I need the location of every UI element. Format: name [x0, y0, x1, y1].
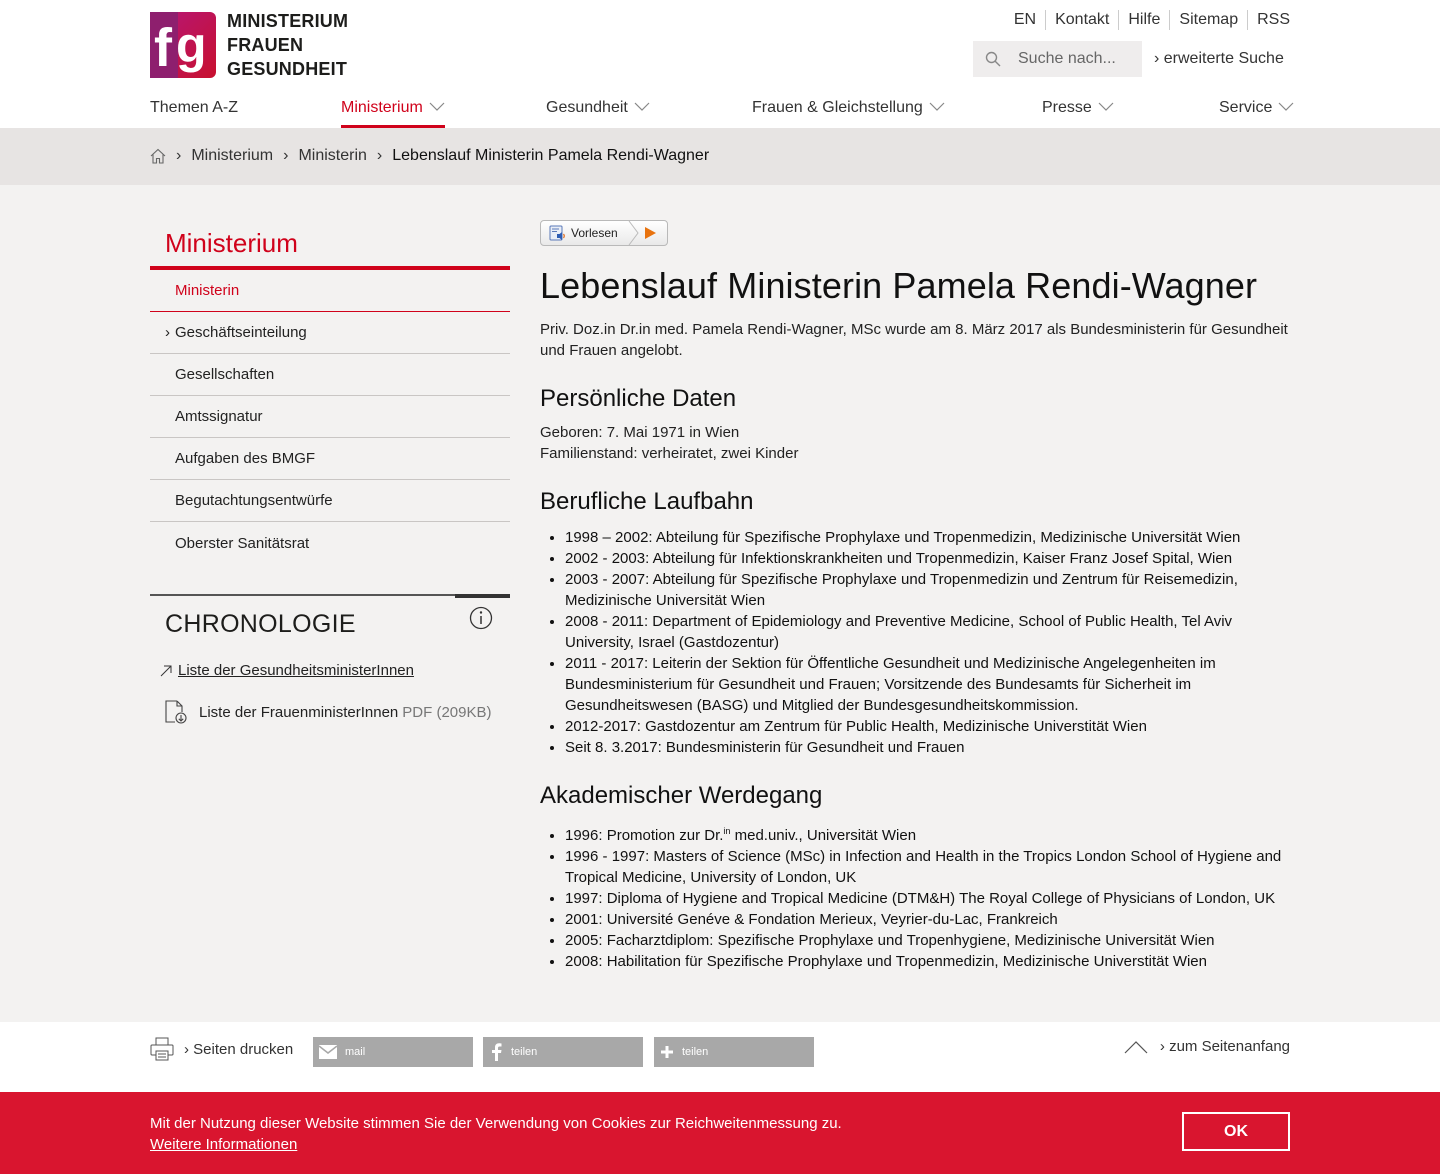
info-icon[interactable]	[469, 606, 493, 630]
logo-text	[227, 9, 348, 81]
site-header	[0, 0, 1440, 128]
list-item: • 2008 - 2011: Department of Epidemiology and Preventive Medicine, School of Public Health, Tel Aviv University, Israel (Gastdozentur)	[565, 611, 1292, 653]
chevron-down-icon	[929, 102, 945, 112]
sitemap-link[interactable]: Sitemap	[1169, 10, 1247, 30]
breadcrumb-current: Lebenslauf Ministerin Pamela Rendi-Wagner	[392, 147, 710, 164]
sidebar-item-label: Amtssignatur	[175, 408, 263, 425]
list-item: • 2001: Université Genéve & Fondation Merieux, Veyrier-du-Lac, Frankreich	[565, 909, 1292, 930]
search-input[interactable]	[1018, 50, 1128, 68]
list-item: • 2008: Habilitation für Spezifische Prophylaxe und Tropenmedizin, Medizinische Universtität Wien	[565, 951, 1292, 972]
chevron-down-icon	[429, 102, 445, 112]
main-content	[540, 220, 1292, 972]
list-item: • 1997: Diploma of Hygiene and Tropical Medicine (DTM&H) The Royal College of Physicians of London, UK	[565, 888, 1292, 909]
link-label: Liste der GesundheitsministerInnen	[178, 662, 414, 679]
nav-label: Service	[1219, 99, 1273, 116]
main-navigation	[150, 88, 1290, 128]
footer-toolbar	[0, 1022, 1440, 1092]
academic-list	[540, 821, 1292, 972]
logo-line-2: FRAUEN	[227, 35, 304, 55]
sidebar-item-label: Geschäftseinteilung	[175, 324, 307, 341]
site-logo[interactable]	[150, 11, 360, 79]
top-links	[1005, 10, 1290, 30]
back-to-top-link[interactable]	[1124, 1038, 1290, 1055]
divider	[455, 594, 510, 598]
sidebar-menu	[150, 270, 510, 564]
list-item: • 2002 - 2003: Abteilung für Infektionskrankheiten und Tropenmedizin, Kaiser Franz Josef Spital, Wien	[565, 548, 1292, 569]
share-facebook-button[interactable]	[483, 1037, 643, 1067]
mail-icon	[319, 1045, 337, 1059]
sidebar-title: Ministerium	[150, 226, 510, 270]
list-item: • 1998 – 2002: Abteilung für Spezifische Prophylaxe und Tropenmedizin, Medizinische Universität Wien	[565, 527, 1292, 548]
nav-label: Ministerium	[341, 99, 423, 116]
sidebar-item-geschaeftseinteilung[interactable]	[150, 312, 510, 354]
vorlesen-label: Vorlesen	[571, 226, 618, 240]
list-item: • 1996 - 1997: Masters of Science (MSc) in Infection and Health in the Tropics London School of Hygiene and Tropical Medicine, University of London, UK	[565, 846, 1292, 888]
list-item	[565, 821, 1292, 846]
sidebar-item-aufgaben[interactable]	[150, 438, 510, 480]
search-bar	[973, 41, 1290, 77]
breadcrumb-separator: ›	[283, 147, 289, 164]
list-item: • 2003 - 2007: Abteilung für Spezifische Prophylaxe und Tropenmedizin und Zentrum für Reisemedizin, Medizinische Universität Wien	[565, 569, 1292, 611]
vorlesen-button[interactable]	[540, 220, 668, 246]
logo-line-1: MINISTERIUM	[227, 11, 349, 31]
nav-label: Gesundheit	[546, 99, 628, 116]
sidebar	[150, 226, 510, 564]
gesundheitsminister-list-link[interactable]	[160, 662, 414, 679]
language-link[interactable]: EN	[1013, 11, 1037, 28]
share-more-button[interactable]	[654, 1037, 814, 1067]
chevron-right-icon: ›	[165, 324, 170, 341]
sidebar-item-label: Oberster Sanitätsrat	[175, 534, 310, 552]
sidebar-item-gesellschaften[interactable]	[150, 354, 510, 396]
nav-frauen-gleichstellung[interactable]	[752, 88, 945, 128]
nav-gesundheit[interactable]	[546, 88, 650, 128]
rss-link[interactable]: RSS	[1247, 10, 1290, 30]
plus-icon	[660, 1045, 674, 1059]
sidebar-item-label: Gesellschaften	[175, 366, 275, 383]
section-heading-academic: Akademischer Werdegang	[540, 782, 823, 809]
search-box	[973, 41, 1142, 77]
svg-text:f: f	[154, 18, 172, 78]
nav-ministerium[interactable]	[341, 88, 445, 128]
breadcrumb-link-ministerin[interactable]: Ministerin	[298, 147, 367, 164]
section-heading-personal: Persönliche Daten	[540, 385, 737, 412]
fg-logo-icon	[150, 12, 218, 78]
chronologie-title: CHRONOLOGIE	[165, 610, 356, 638]
sidebar-item-begutachtungsentwuerfe[interactable]	[150, 480, 510, 522]
share-label: teilen	[682, 1046, 709, 1058]
sidebar-item-ministerin[interactable]	[150, 270, 510, 312]
personal-line: Geboren: 7. Mai 1971 in Wien	[540, 424, 740, 441]
nav-service[interactable]	[1219, 88, 1294, 128]
nav-label: Presse	[1042, 99, 1092, 116]
search-icon[interactable]	[985, 51, 1001, 67]
contact-link[interactable]: Kontakt	[1045, 10, 1118, 30]
print-label: › Seiten drucken	[184, 1040, 294, 1058]
sidebar-item-oberster-sanitaetsrat[interactable]	[150, 522, 510, 564]
share-label: teilen	[511, 1046, 538, 1058]
list-item: • Seit 8. 3.2017: Bundesministerin für Gesundheit und Frauen	[565, 737, 1292, 758]
list-item: • 2012-2017: Gastdozentur am Zentrum für Public Health, Medizinische Universtität Wien	[565, 716, 1292, 737]
sidebar-item-label: Begutachtungsentwürfe	[175, 492, 333, 509]
superscript: in	[723, 826, 731, 836]
page-title: Lebenslauf Ministerin Pamela Rendi-Wagner	[540, 265, 1258, 306]
chevron-down-icon	[1098, 102, 1114, 112]
chevron-down-icon	[634, 102, 650, 112]
cookie-more-info-link[interactable]: Weitere Informationen	[150, 1136, 298, 1153]
print-button[interactable]	[150, 1037, 293, 1061]
personal-data	[540, 422, 1292, 464]
sidebar-item-label: Ministerin	[175, 282, 240, 299]
breadcrumb	[150, 147, 709, 165]
cookie-message: Mit der Nutzung dieser Website stimmen Sie der Verwendung von Cookies zur Reichweitenmessung zu.	[150, 1115, 842, 1132]
facebook-icon	[489, 1043, 503, 1061]
cookie-ok-button[interactable]: OK	[1182, 1112, 1290, 1151]
item-text: 1996: Promotion zur Dr.	[565, 827, 724, 844]
personal-line: Familienstand: verheiratet, zwei Kinder	[540, 445, 799, 462]
divider	[150, 594, 455, 596]
share-label: mail	[345, 1046, 366, 1058]
speaker-icon	[549, 224, 567, 242]
cookie-banner	[0, 1092, 1440, 1174]
chevron-down-icon	[1278, 102, 1294, 112]
share-mail-button[interactable]	[313, 1037, 473, 1067]
nav-label: Themen A-Z	[150, 99, 239, 116]
nav-presse[interactable]	[1042, 88, 1114, 128]
help-link[interactable]: Hilfe	[1118, 10, 1169, 30]
item-text: med.univ., Universität Wien	[730, 827, 917, 844]
file-meta: PDF (209KB)	[402, 703, 492, 721]
list-item: • 2005: Facharztdiplom: Spezifische Prophylaxe und Tropenhygiene, Medizinische Universität Wien	[565, 930, 1292, 951]
list-item: • 2011 - 2017: Leiterin der Sektion für Öffentliche Gesundheit und Medizinische Angelegenheiten im Bundesministerium für Gesundheit und Frauen; Vorsitzende des Bundesamts für Sicherheit im Gesundheitswesen (BASG) und Mitglied der Bundesgesundheitskommission.	[565, 653, 1292, 716]
intro-text: Priv. Doz.in Dr.in med. Pamela Rendi-Wagner, MSc wurde am 8. März 2017 als Bundesministerin für Gesundheit und Frauen angelobt.	[540, 321, 1288, 359]
sidebar-item-amtssignatur[interactable]	[150, 396, 510, 438]
chevron-up-icon	[1124, 1040, 1148, 1054]
to-top-label: › zum Seitenanfang	[1159, 1038, 1290, 1055]
pdf-download-icon	[163, 700, 187, 724]
home-icon[interactable]	[150, 148, 166, 164]
svg-text:g: g	[176, 17, 207, 73]
breadcrumb-separator: ›	[176, 147, 182, 164]
nav-themen-a-z[interactable]	[150, 88, 238, 128]
nav-label: Frauen & Gleichstellung	[752, 99, 923, 116]
breadcrumb-bar	[0, 128, 1440, 185]
link-label: Liste der FrauenministerInnen	[199, 703, 399, 721]
breadcrumb-link-ministerium[interactable]: Ministerium	[191, 147, 274, 164]
frauenminister-pdf-link[interactable]	[163, 700, 491, 724]
play-icon[interactable]	[643, 226, 657, 240]
chronologie-box	[150, 594, 510, 721]
divider-chevron	[628, 221, 640, 245]
sidebar-item-label: Aufgaben des BMGF	[175, 450, 316, 467]
cookie-message-block	[150, 1113, 842, 1155]
printer-icon	[150, 1037, 174, 1061]
breadcrumb-separator: ›	[376, 147, 383, 164]
external-link-icon	[160, 665, 172, 677]
logo-line-3: GESUNDHEIT	[227, 59, 348, 79]
section-heading-career: Berufliche Laufbahn	[540, 488, 754, 515]
career-list	[540, 527, 1292, 758]
advanced-search-link[interactable]: › erweiterte Suche	[1154, 50, 1284, 67]
